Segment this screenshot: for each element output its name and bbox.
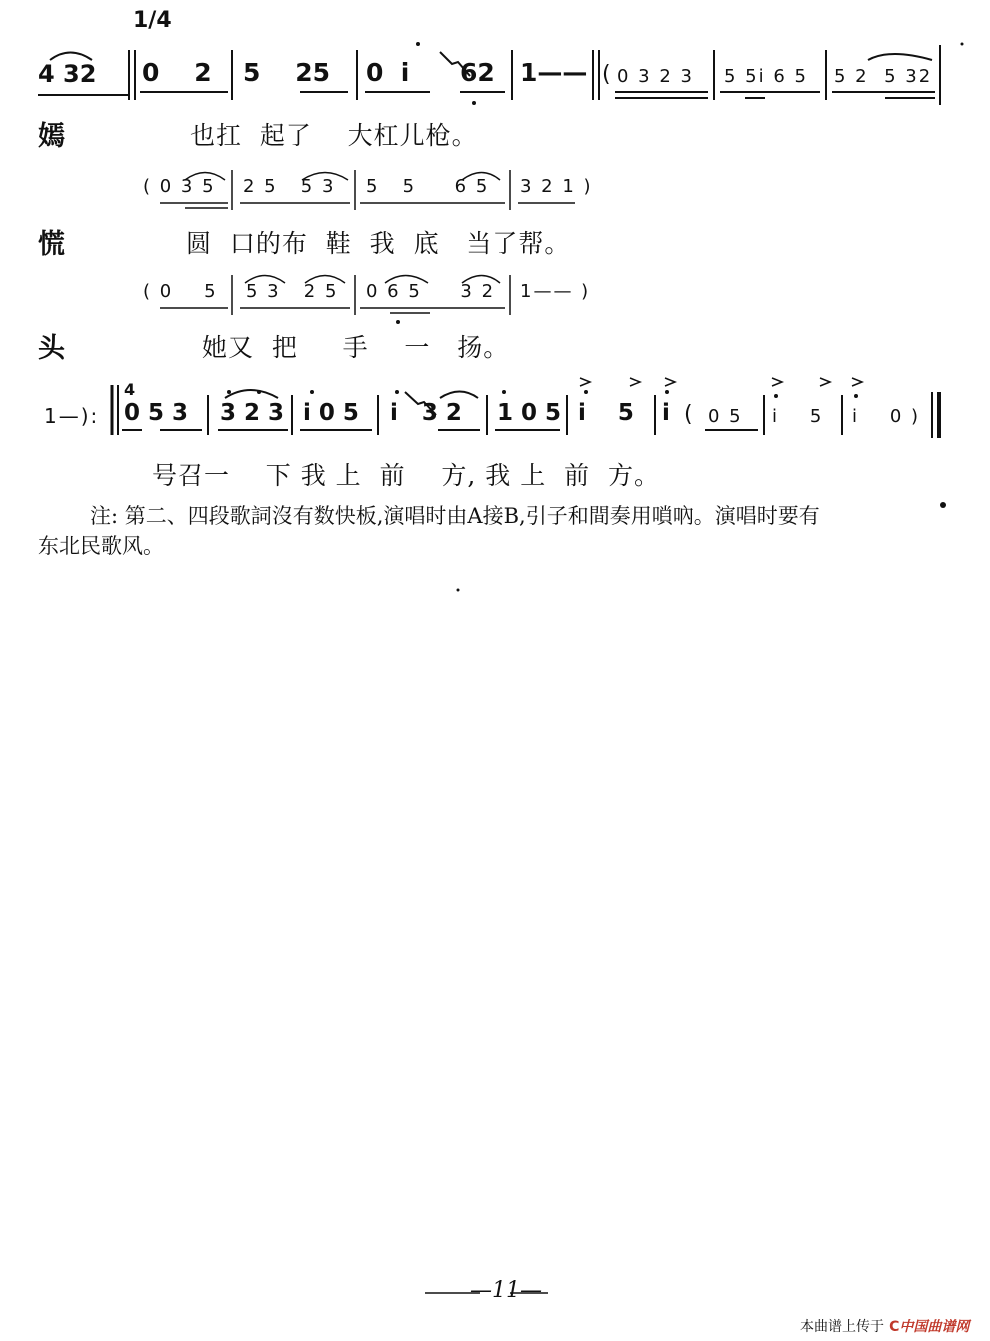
footer-text: 本曲谱上传于 [800,1319,884,1335]
line4-measure-4: i 3 2 [390,400,462,426]
page-number-text: —11— [470,1278,542,1303]
line1-measure-5: 1—— [520,58,588,87]
line4-measure-5: 1 0 5 [497,400,562,426]
notation-line-3 [0,275,990,315]
line1-measure-3: 0 i [366,58,410,87]
footnote [90,500,950,530]
lyric-line-3-lead: 头 [38,333,65,364]
line4-pickup: 1—): [44,404,100,428]
line4-time-top: 4 [124,380,136,399]
lyric-line-3-text: 她又 把 手 一 扬。 [202,333,510,362]
lyric-line-1 [38,114,478,153]
line1-measure-4: 62 [460,58,495,87]
line4-measure-7: i [662,400,670,426]
footnote-line-1: 注: 第二、四段歌詞沒有数快板,演唱时由A接B,引子和間奏用嗩吶。演唱时要有 [90,504,820,528]
lyric-line-2 [38,222,571,261]
line2-intro: ( 0 3 5 [143,176,216,197]
line1-measure-2: 5 25 [243,58,330,87]
line4-measure-10: i 0 ) [852,406,921,427]
lyric-line-3 [38,326,510,365]
line4-inst-open: ( [684,402,695,427]
footnote-continued [38,530,164,560]
line1-prelude-open: ( [602,62,613,87]
line3-intro: ( 0 5 [143,281,218,302]
lyric-line-2-lead: 慌 [38,229,65,260]
line1-measure-1: 0 2 [142,58,212,87]
notation-line-2 [0,170,990,210]
line4-measure-9: i 5 [772,406,824,427]
lyric-line-1-lead: 嫣 [38,121,65,152]
line1-pickup: 4 32 [38,60,97,88]
line3-measure-2: 0 6 5 3 2 [366,281,496,302]
lyric-line-1-text: 也扛 起了 大杠儿枪。 [190,121,478,150]
line4-measure-8: 0 5 [708,406,743,427]
footnote-line-2: 东北民歌风。 [38,534,164,558]
line4-measure-6: i 5 [578,400,634,426]
footer-brand[interactable]: 中国曲谱网 [899,1319,970,1335]
line3-measure-3: 1—— ) [520,281,591,302]
line2-measure-1: 2 5 5 3 [243,176,336,197]
footer-credit [800,1316,969,1336]
line1-measure-8: 5 2 5 32 [834,66,933,87]
line3-measure-1: 5 3 2 5 [246,281,339,302]
line1-measure-6: 0 3 2 3 [617,66,694,87]
lyric-line-2-text: 圆 口的布 鞋 我 底 当了帮。 [186,229,571,258]
line2-measure-3: 3 2 1 ) [520,176,593,197]
line1-measure-7: 5 5i 6 5 [724,66,808,87]
page-number [470,1278,542,1303]
line2-measure-2: 5 5 6 5 [366,176,490,197]
lyric-line-4 [152,456,660,492]
footer-logo-icon: C [889,1319,900,1335]
notation-line-4 [0,380,990,440]
time-signature-text: 1/4 [133,8,172,33]
notation-line-1 [0,0,990,110]
line4-measure-1: 0 5 3 [124,400,189,426]
line4-measure-3: i 0 5 [303,400,359,426]
line4-measure-2: 3 2 3 [220,400,285,426]
lyric-line-4-text: 号召一 下 我 上 前 方, 我 上 前 方。 [152,461,660,490]
